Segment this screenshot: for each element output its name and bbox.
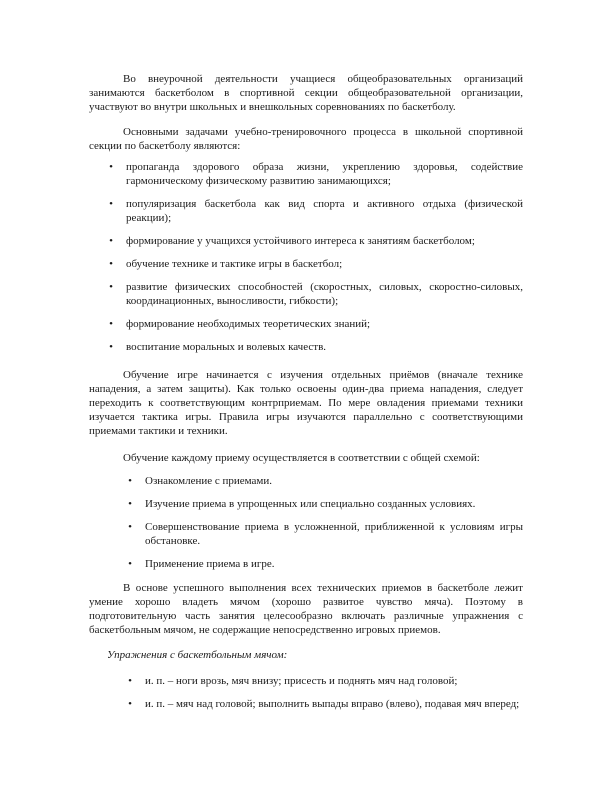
bullet-icon: • — [109, 198, 113, 210]
bullet-icon: • — [109, 318, 113, 330]
teaching-paragraph: Обучение игре начинается с изучения отдельных приёмов (вначале технике нападения, а затем защиты). Как только освоены один-два приема нападения, следует переходить к соответствующим контрприемам. По мере овладения приемами техники изучается тактика игры. Правила игры изучаются параллельно с соответствующими приемами тактики и техники. — [89, 369, 523, 437]
list-item-text: пропаганда здорового образа жизни, укреплению здоровья, содействие гармоническому физическому развитию занимающихся; — [126, 161, 523, 187]
list-item-text: обучение технике и тактике игры в баскетбол; — [126, 258, 343, 270]
list-item-text: воспитание моральных и волевых качеств. — [126, 341, 327, 353]
list-item — [109, 340, 523, 354]
list-item — [109, 197, 523, 225]
list-item — [109, 160, 523, 188]
list-item — [128, 520, 523, 548]
list-item — [109, 257, 523, 271]
bullet-icon: • — [128, 475, 132, 487]
list-item-text: и. п. – мяч над головой; выполнить выпады вправо (влево), подавая мяч вперед; — [145, 698, 520, 710]
scheme-intro-paragraph: Обучение каждому приему осуществляется в соответствии с общей схемой: — [123, 452, 480, 464]
bullet-icon: • — [128, 498, 132, 510]
list-item-text: формирование у учащихся устойчивого интереса к занятиям баскетболом; — [126, 235, 475, 247]
list-item — [109, 280, 523, 308]
bullet-icon: • — [109, 341, 113, 353]
list-item — [128, 697, 523, 711]
list-item-text: и. п. – ноги врозь, мяч внизу; присесть и поднять мяч над головой; — [145, 675, 458, 687]
list-item-text: Ознакомление с приемами. — [145, 475, 273, 487]
exercises-heading: Упражнения с баскетбольным мячом: — [107, 649, 288, 661]
list-item — [128, 474, 523, 488]
list-item-text: Совершенствование приема в усложненной, приближенной к условиям игры обстановке. — [145, 521, 523, 547]
bullet-icon: • — [109, 258, 113, 270]
bullet-icon: • — [128, 558, 132, 570]
list-item-text: развитие физических способностей (скоростных, силовых, скоростно-силовых, координационных, выносливости, гибкости); — [126, 281, 523, 307]
list-item — [109, 234, 523, 248]
list-item-text: популяризация баскетбола как вид спорта и активного отдыха (физической реакции); — [126, 198, 523, 224]
scheme-list — [128, 474, 523, 571]
ball-skills-paragraph: В основе успешного выполнения всех технических приемов в баскетболе лежит умение хорошо владеть мячом (хорошо развитое чувство мяча). Поэтому в подготовительную часть занятия целесообразно включать различные упражнения с баскетбольным мячом, не содержащие непосредственно игровых приемов. — [89, 582, 523, 636]
exercises-list — [128, 674, 523, 711]
list-item — [128, 497, 523, 511]
list-item-text: формирование необходимых теоретических знаний; — [126, 318, 371, 330]
list-item — [128, 674, 523, 688]
list-item-text: Применение приема в игре. — [145, 558, 275, 570]
list-item — [109, 317, 523, 331]
list-item — [128, 557, 523, 571]
bullet-icon: • — [128, 675, 132, 687]
intro-paragraph: Во внеурочной деятельности учащиеся общеобразовательных организаций занимаются баскетболом в спортивной секции общеобразовательной организации, участвуют во внутри школьных и внешкольных соревнованиях по баскетболу. — [89, 73, 523, 113]
bullet-icon: • — [109, 161, 113, 173]
tasks-list — [109, 160, 523, 354]
bullet-icon: • — [109, 235, 113, 247]
bullet-icon: • — [109, 281, 113, 293]
bullet-icon: • — [128, 698, 132, 710]
tasks-intro-paragraph: Основными задачами учебно-тренировочного процесса в школьной спортивной секции по баскетболу являются: — [89, 126, 523, 152]
bullet-icon: • — [128, 521, 132, 533]
list-item-text: Изучение приема в упрощенных или специально созданных условиях. — [145, 498, 476, 510]
